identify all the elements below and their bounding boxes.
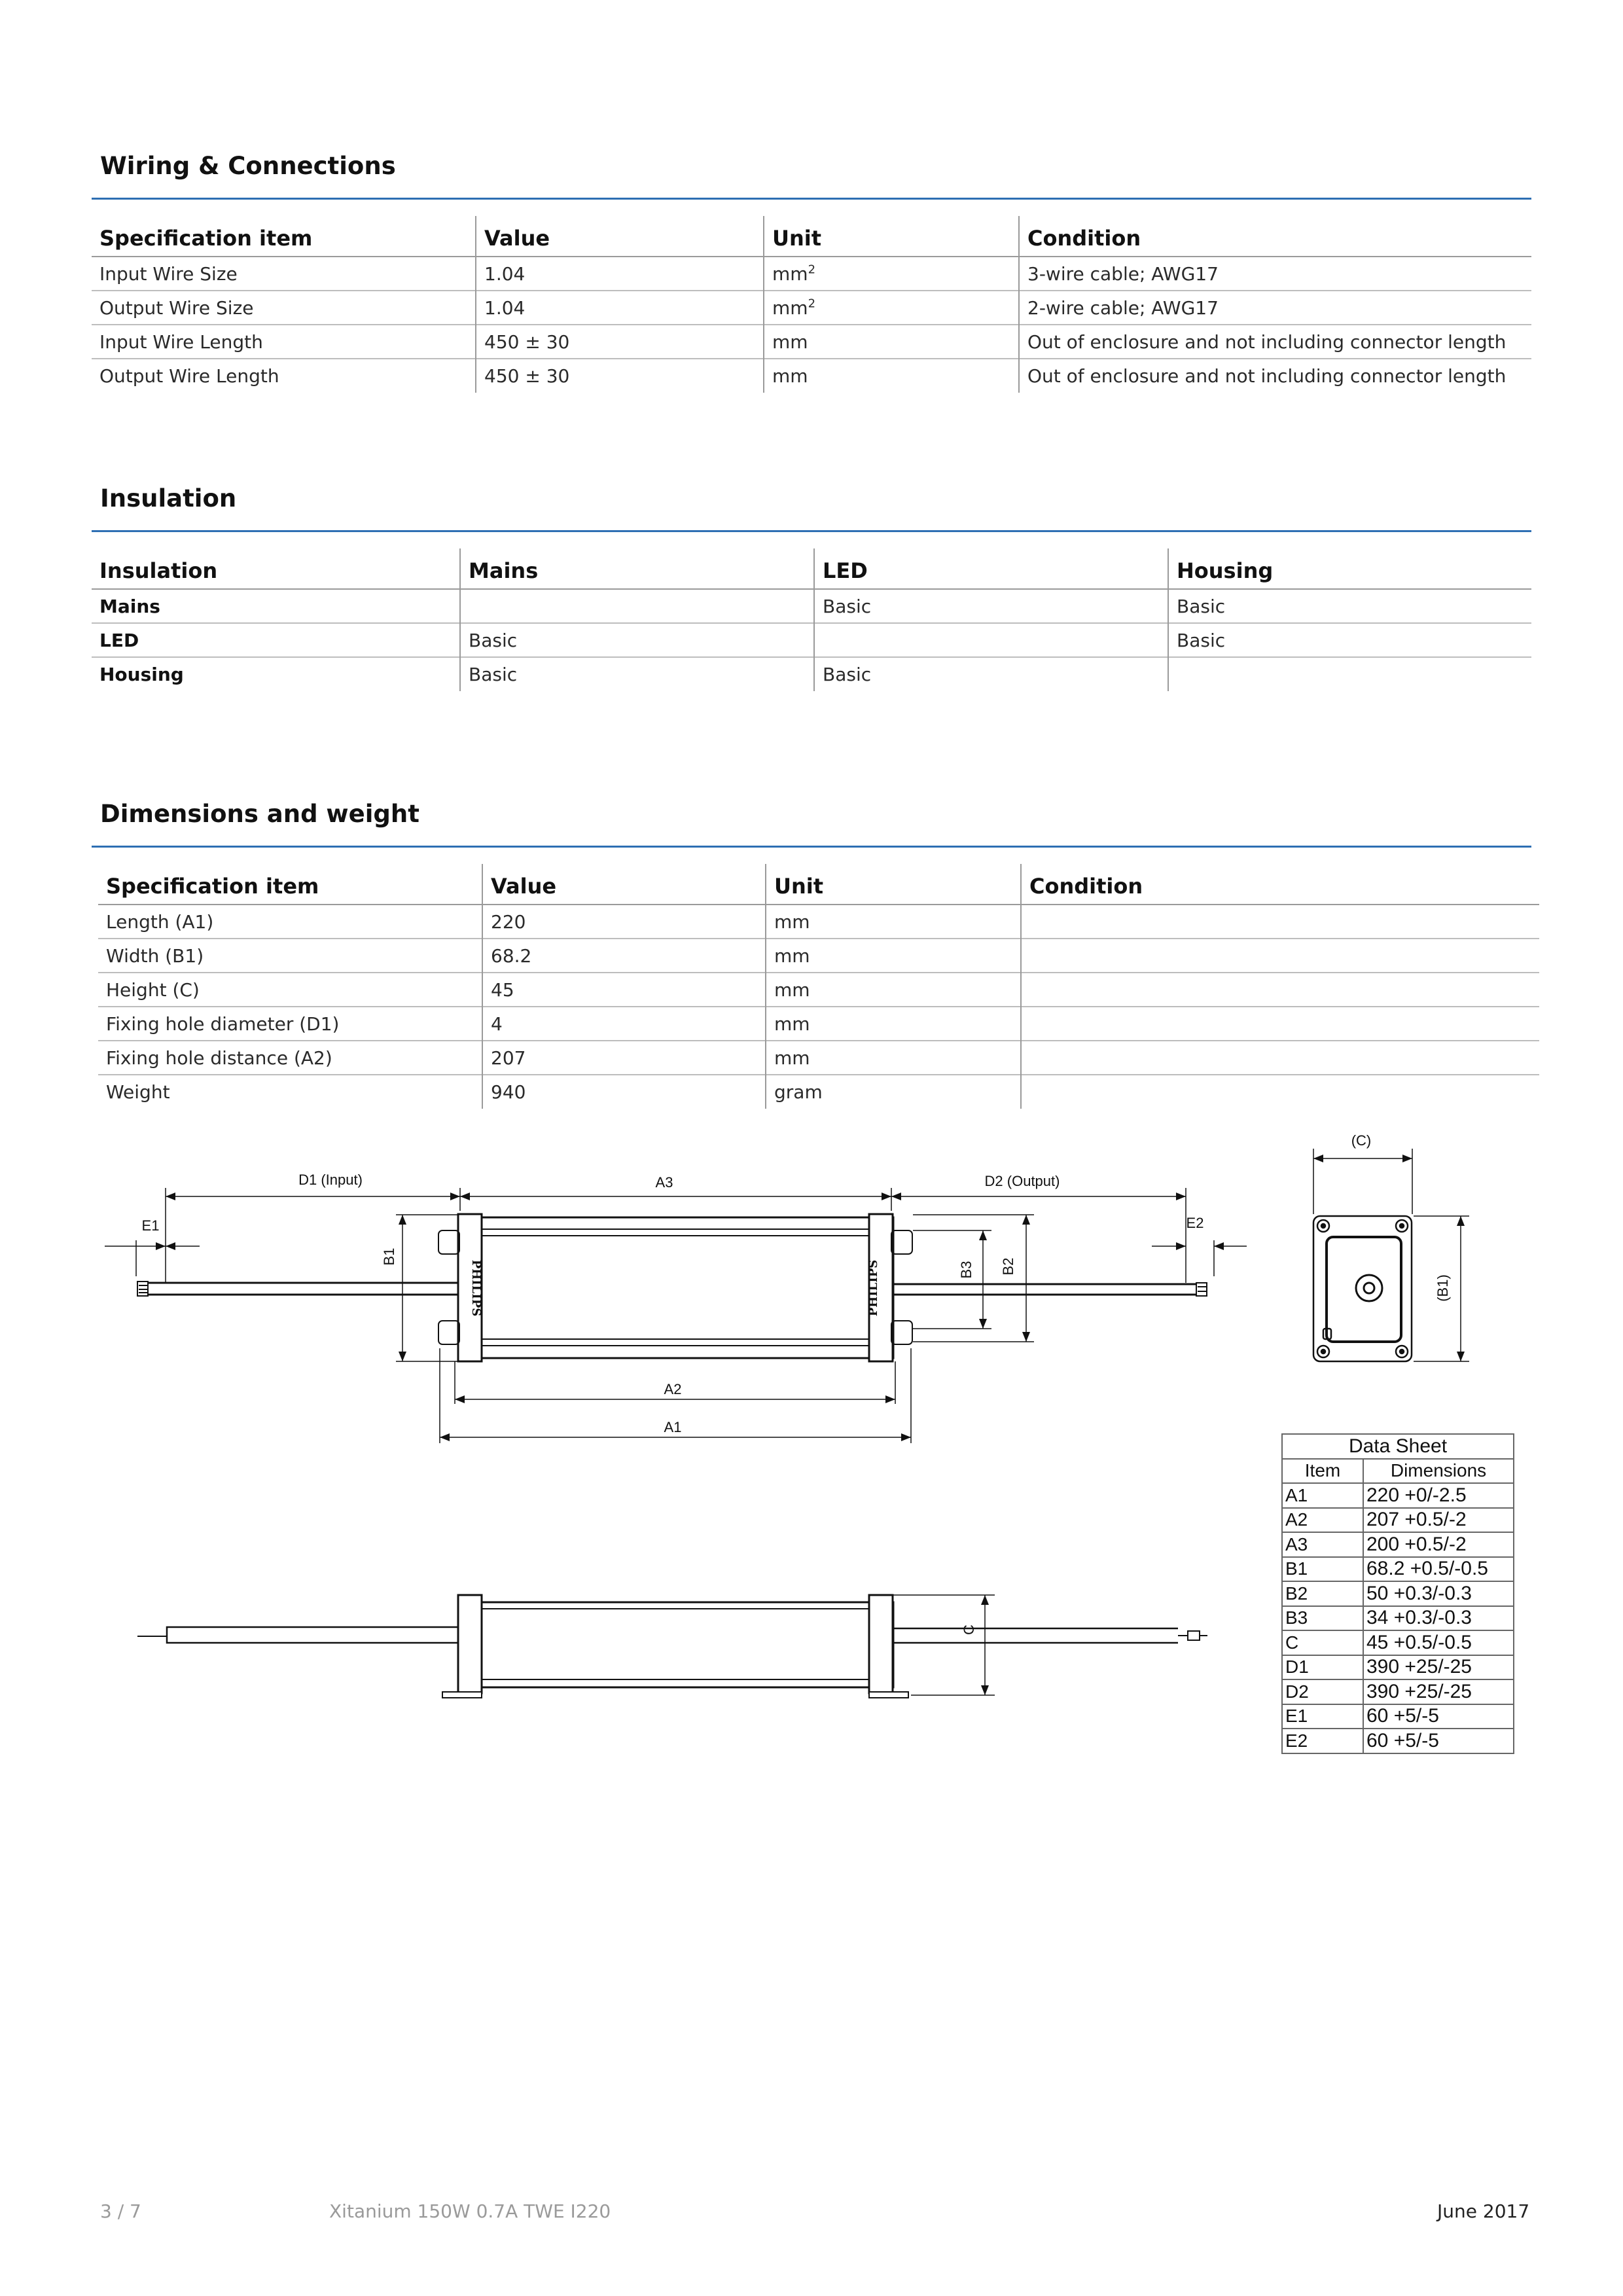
- spec-value: 45: [482, 973, 766, 1007]
- spec-unit: [764, 291, 1019, 325]
- insulation-table: [92, 548, 1531, 691]
- ds-item: A1: [1282, 1483, 1363, 1508]
- spec-unit: mm: [764, 325, 1019, 359]
- spec-value: 220: [482, 905, 766, 939]
- wiring-table-header: [92, 216, 1531, 257]
- ds-dim: 60 +5/-5: [1363, 1729, 1514, 1753]
- end-view: [1313, 1216, 1412, 1361]
- table-row: [92, 657, 1531, 691]
- col-header: Specification item: [92, 216, 476, 257]
- table-row: [98, 1007, 1539, 1041]
- ds-dim: 34 +0.3/-0.3: [1363, 1606, 1514, 1631]
- label-e2: E2: [1186, 1215, 1204, 1231]
- brand-logo-left: PHILIPS: [469, 1259, 483, 1317]
- ds-item: D2: [1282, 1679, 1363, 1704]
- unit-text: mm: [772, 296, 808, 319]
- insulation-section-rule: [92, 530, 1531, 532]
- col-header: LED: [814, 548, 1168, 589]
- insulation-section-title: Insulation: [100, 484, 237, 512]
- insulation-table-header: [92, 548, 1531, 589]
- insulation-cell: Basic: [1168, 589, 1531, 623]
- spec-condition: [1021, 939, 1539, 973]
- ds-dim: 220 +0/-2.5: [1363, 1483, 1514, 1508]
- ds-dim: 60 +5/-5: [1363, 1704, 1514, 1729]
- col-header: Condition: [1021, 864, 1539, 905]
- wiring-section-title: Wiring & Connections: [100, 152, 396, 180]
- spec-value: 207: [482, 1041, 766, 1075]
- insulation-cell: Basic: [1168, 623, 1531, 657]
- data-sheet-table: [1281, 1433, 1514, 1754]
- spec-unit: mm: [766, 973, 1021, 1007]
- wiring-section-rule: [92, 198, 1531, 200]
- table-row: [98, 1041, 1539, 1075]
- label-b1-side: (B1): [1435, 1274, 1451, 1302]
- label-d1: D1 (Input): [298, 1172, 363, 1188]
- table-row: [92, 359, 1531, 393]
- ds-dim: 68.2 +0.5/-0.5: [1363, 1557, 1514, 1582]
- ds-item: A2: [1282, 1508, 1363, 1533]
- col-header: Value: [476, 216, 764, 257]
- spec-value: 940: [482, 1075, 766, 1109]
- table-row: [1282, 1508, 1514, 1533]
- table-row: [92, 257, 1531, 291]
- col-header: Value: [482, 864, 766, 905]
- col-header: Mains: [460, 548, 814, 589]
- spec-condition: 3-wire cable; AWG17: [1019, 257, 1531, 291]
- spec-condition: [1021, 905, 1539, 939]
- brand-logo-right: PHILIPS: [866, 1259, 880, 1317]
- spec-unit: mm: [766, 939, 1021, 973]
- spec-item: Width (B1): [98, 939, 482, 973]
- col-header: Specification item: [98, 864, 482, 905]
- table-row: [1282, 1729, 1514, 1753]
- table-row: [98, 905, 1539, 939]
- table-row: [1282, 1606, 1514, 1631]
- footer-page-number: 3 / 7: [100, 2200, 141, 2222]
- spec-item: Length (A1): [98, 905, 482, 939]
- spec-condition: [1021, 1007, 1539, 1041]
- spec-condition: 2-wire cable; AWG17: [1019, 291, 1531, 325]
- col-header: Unit: [766, 864, 1021, 905]
- ds-dim: 390 +25/-25: [1363, 1655, 1514, 1680]
- spec-item: Input Wire Length: [92, 325, 476, 359]
- insulation-cell: Basic: [814, 589, 1168, 623]
- table-row: [1282, 1581, 1514, 1606]
- spec-unit: mm: [766, 905, 1021, 939]
- spec-unit: mm: [766, 1007, 1021, 1041]
- spec-item: Fixing hole diameter (D1): [98, 1007, 482, 1041]
- label-a2: A2: [664, 1381, 682, 1397]
- label-d2: D2 (Output): [984, 1173, 1060, 1189]
- table-row: [1282, 1655, 1514, 1680]
- top-view: [137, 1214, 1207, 1361]
- insulation-cell: [814, 623, 1168, 657]
- spec-unit: [764, 257, 1019, 291]
- spec-value: 1.04: [476, 291, 764, 325]
- spec-item: Output Wire Size: [92, 291, 476, 325]
- table-row: [98, 973, 1539, 1007]
- data-sheet-header-row: [1282, 1459, 1514, 1484]
- footer-date: June 2017: [1437, 2200, 1530, 2222]
- table-row: [1282, 1630, 1514, 1655]
- ds-item: E1: [1282, 1704, 1363, 1729]
- unit-text: mm: [772, 262, 808, 285]
- insulation-cell: Basic: [460, 657, 814, 691]
- wiring-table: [92, 216, 1531, 393]
- dimensions-table: [98, 864, 1539, 1109]
- spec-value: 1.04: [476, 257, 764, 291]
- table-row: [92, 291, 1531, 325]
- dimensions-section-rule: [92, 846, 1531, 848]
- col-header: Housing: [1168, 548, 1531, 589]
- ds-item: C: [1282, 1630, 1363, 1655]
- ds-dim: 200 +0.5/-2: [1363, 1532, 1514, 1557]
- row-label: Mains: [92, 589, 460, 623]
- col-header-item: Item: [1282, 1459, 1363, 1484]
- unit-superscript: 2: [808, 262, 816, 277]
- side-view: [137, 1595, 1207, 1698]
- ds-dim: 207 +0.5/-2: [1363, 1508, 1514, 1533]
- col-header: Unit: [764, 216, 1019, 257]
- label-b2: B2: [1000, 1257, 1016, 1276]
- spec-condition: Out of enclosure and not including connector length: [1019, 325, 1531, 359]
- ds-dim: 50 +0.3/-0.3: [1363, 1581, 1514, 1606]
- ds-dim: 390 +25/-25: [1363, 1679, 1514, 1704]
- spec-value: 450 ± 30: [476, 325, 764, 359]
- label-a3: A3: [655, 1174, 673, 1191]
- ds-item: E2: [1282, 1729, 1363, 1753]
- unit-superscript: 2: [808, 296, 816, 311]
- ds-dim: 45 +0.5/-0.5: [1363, 1630, 1514, 1655]
- spec-item: Fixing hole distance (A2): [98, 1041, 482, 1075]
- label-b3: B3: [958, 1261, 974, 1279]
- data-sheet-title-row: [1282, 1434, 1514, 1459]
- spec-value: 4: [482, 1007, 766, 1041]
- spec-item: Weight: [98, 1075, 482, 1109]
- label-a1: A1: [664, 1419, 682, 1435]
- table-row: [98, 1075, 1539, 1109]
- table-row: [1282, 1704, 1514, 1729]
- label-c-top: (C): [1351, 1132, 1372, 1149]
- spec-unit: mm: [764, 359, 1019, 393]
- col-header-dimensions: Dimensions: [1363, 1459, 1514, 1484]
- ds-item: B3: [1282, 1606, 1363, 1631]
- table-row: [1282, 1557, 1514, 1582]
- data-sheet-title: Data Sheet: [1282, 1434, 1514, 1459]
- row-label: Housing: [92, 657, 460, 691]
- table-row: [92, 589, 1531, 623]
- spec-value: 450 ± 30: [476, 359, 764, 393]
- ds-item: B2: [1282, 1581, 1363, 1606]
- insulation-cell: Basic: [460, 623, 814, 657]
- spec-condition: [1021, 1041, 1539, 1075]
- label-b1: B1: [381, 1247, 397, 1266]
- spec-unit: mm: [766, 1041, 1021, 1075]
- col-header: Condition: [1019, 216, 1531, 257]
- table-row: [1282, 1483, 1514, 1508]
- ds-item: D1: [1282, 1655, 1363, 1680]
- spec-condition: Out of enclosure and not including connector length: [1019, 359, 1531, 393]
- label-c-side: C: [961, 1624, 977, 1635]
- spec-value: 68.2: [482, 939, 766, 973]
- insulation-cell: [1168, 657, 1531, 691]
- spec-condition: [1021, 1075, 1539, 1109]
- table-row: [1282, 1532, 1514, 1557]
- spec-item: Height (C): [98, 973, 482, 1007]
- col-header: Insulation: [92, 548, 460, 589]
- table-row: [92, 325, 1531, 359]
- dimensions-section-title: Dimensions and weight: [100, 800, 419, 828]
- spec-unit: gram: [766, 1075, 1021, 1109]
- spec-item: Output Wire Length: [92, 359, 476, 393]
- dimensions-table-header: [98, 864, 1539, 905]
- ds-item: A3: [1282, 1532, 1363, 1557]
- table-row: [92, 623, 1531, 657]
- table-row: [98, 939, 1539, 973]
- footer-product-name: Xitanium 150W 0.7A TWE I220: [329, 2200, 611, 2222]
- insulation-cell: [460, 589, 814, 623]
- label-e1: E1: [141, 1217, 160, 1234]
- table-row: [1282, 1679, 1514, 1704]
- ds-item: B1: [1282, 1557, 1363, 1582]
- spec-item: Input Wire Size: [92, 257, 476, 291]
- row-label: LED: [92, 623, 460, 657]
- spec-condition: [1021, 973, 1539, 1007]
- insulation-cell: Basic: [814, 657, 1168, 691]
